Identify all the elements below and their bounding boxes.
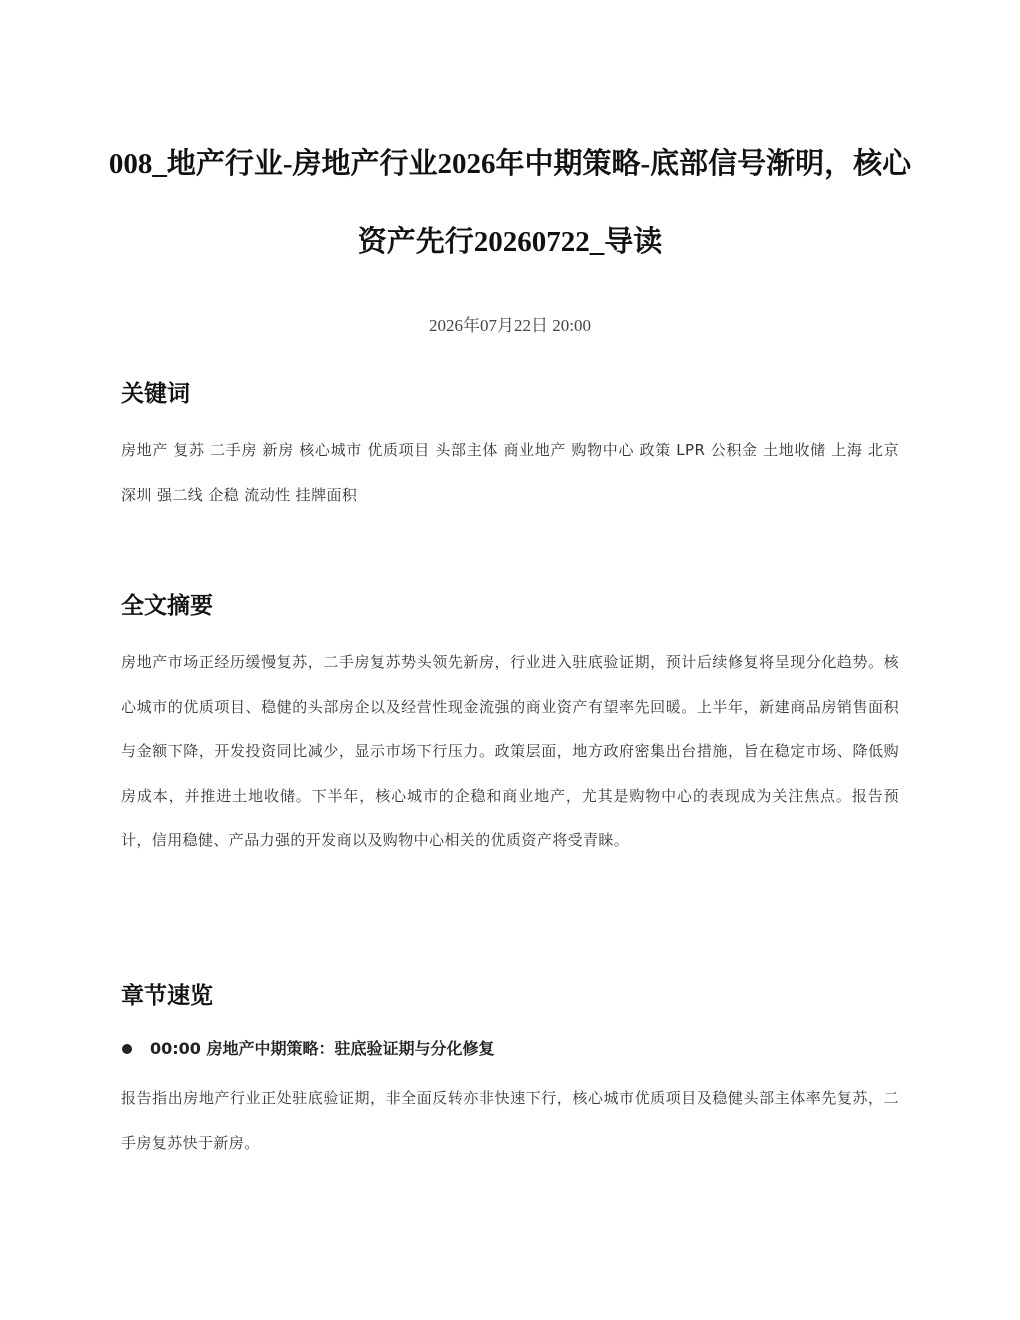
chapters-heading: 章节速览 bbox=[121, 983, 213, 1009]
keywords-heading: 关键词 bbox=[121, 381, 190, 407]
bullet-icon bbox=[122, 1044, 132, 1054]
keywords-text: 房地产 复苏 二手房 新房 核心城市 优质项目 头部主体 商业地产 购物中心 政策 LPR 公积金 土地收储 上海 北京 深圳 强二线 企稳 流动性 挂牌面积 bbox=[121, 441, 899, 504]
chapter-title: 00:00 房地产中期策略：驻底验证期与分化修复 bbox=[150, 1039, 495, 1058]
document-title: 008_地产行业-房地产行业2026年中期策略-底部信号渐明，核心资产先行20260722_导读 bbox=[108, 148, 912, 258]
chapter-description: 报告指出房地产行业正处驻底验证期，非全面反转亦非快速下行，核心城市优质项目及稳健头部主体率先复苏，二手房复苏快于新房。 bbox=[121, 1089, 899, 1152]
summary-heading: 全文摘要 bbox=[121, 593, 213, 619]
publish-datetime: 2026年07月22日 20:00 bbox=[429, 316, 591, 335]
summary-text: 房地产市场正经历缓慢复苏，二手房复苏势头领先新房，行业进入驻底验证期，预计后续修复将呈现分化趋势。核心城市的优质项目、稳健的头部房企以及经营性现金流强的商业资产有望率先回暖。上半年，新建商品房销售面积与金额下降，开发投资同比减少，显示市场下行压力。政策层面，地方政府密集出台措施，旨在稳定市场、降低购房成本，并推进土地收储。下半年，核心城市的企稳和商业地产，尤其是购物中心的表现成为关注焦点。报告预计，信用稳健、产品力强的开发商以及购物中心相关的优质资产将受青睐。 bbox=[121, 653, 899, 849]
chapter-item bbox=[121, 1036, 899, 1062]
